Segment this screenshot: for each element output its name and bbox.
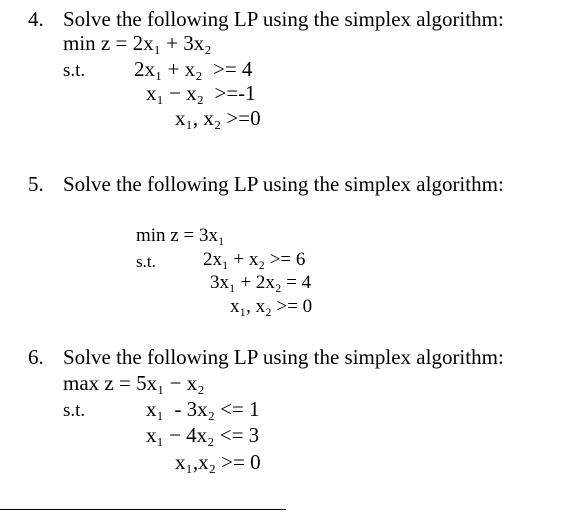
st-label: s.t. [136, 252, 156, 271]
objective-function: max z = 5x₁ − x₂ [63, 371, 205, 395]
st-label: s.t. [63, 60, 86, 81]
problem-number: 5. [28, 172, 44, 196]
problem-number: 6. [28, 345, 44, 369]
objective-function: min z = 3x₁ [136, 225, 225, 246]
footnote-divider [0, 509, 286, 510]
problem-statement: Solve the following LP using the simplex algorithm: [63, 172, 504, 196]
problem-statement: Solve the following LP using the simplex algorithm: [63, 345, 504, 369]
constraint: x₁ - 3x₂ <= 1 [146, 397, 260, 421]
constraint: 2x₁ + x₂ >= 4 [134, 57, 253, 81]
problem-number: 4. [28, 7, 44, 31]
problem-statement: Solve the following LP using the simplex algorithm: [63, 7, 504, 31]
constraint: x₁, x₂ >= 0 [230, 296, 313, 317]
objective-function: min z = 2x₁ + 3x₂ [63, 31, 212, 55]
constraint: 2x₁ + x₂ >= 6 [203, 249, 306, 270]
constraint: x₁,x₂ >= 0 [175, 450, 261, 474]
st-label: s.t. [63, 400, 86, 421]
constraint: 3x₁ + 2x₂ = 4 [210, 272, 312, 293]
constraint: x₁ − 4x₂ <= 3 [146, 423, 260, 447]
constraint: x₁ − x₂ >=-1 [146, 81, 256, 105]
constraint: x₁, x₂ >=0 [175, 106, 261, 130]
